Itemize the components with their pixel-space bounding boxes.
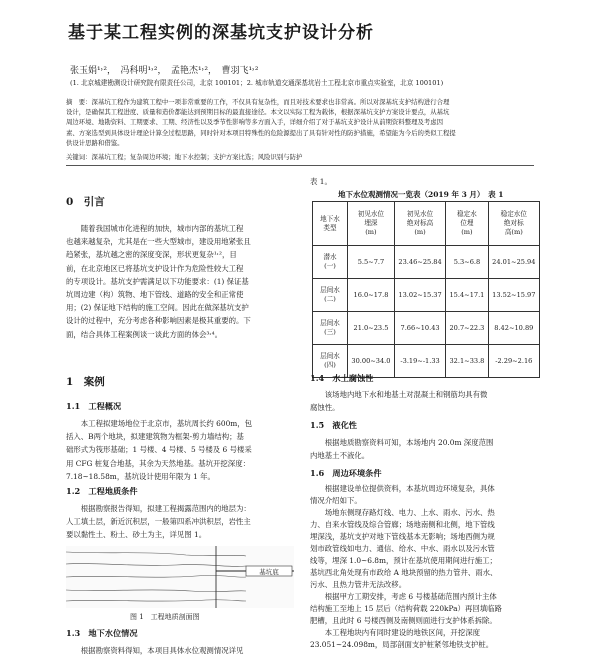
table-cell: 15.4~17.1 [446, 279, 488, 312]
table-cell: 20.7~22.3 [446, 312, 488, 345]
table-cell: 5.5~7.7 [348, 246, 395, 279]
text-line: 设计的过程中，充分考虑各种影响因素是极其重要的。下 [66, 316, 251, 326]
text-line: 肥槽，且此时 6 号楼西侧及南侧则面进行支护体系拆除。 [310, 616, 497, 625]
text-line: 要以黏性土、粉土、砂土为主，详见图 1。 [66, 530, 207, 540]
text-line: 7.18~18.58m，基坑设计使用年限为 1 年。 [66, 471, 215, 481]
abstract-line: 周边环境、地勘资料、工期要求、工期、经济性以及季节性影响等多方面入手，详细介绍了对于基坑支护设计从前期资料整理及考虑因 [66, 118, 444, 127]
text-line: 趋紧张，基坑越之密的深度变深，形状更复杂¹˒²，目 [66, 250, 237, 260]
table-cell: 潜水 (一) [313, 246, 348, 279]
groundwater-paragraph: 根据勘察资料得知，本项目具体水位观测情况详见 [66, 646, 244, 655]
abstract-line: 素、方案选型到具体设计理论计算全过程思路，同时针对本项目特殊性的危险源提出了具有针对性的防护措施，希望能为今后的类似工程提 [66, 128, 456, 137]
table-cell: 32.1~33.8 [446, 345, 488, 378]
table-cell: 层间水 (三) [313, 312, 348, 345]
table-row [313, 312, 540, 345]
table-cell: -3.19~-1.33 [394, 345, 445, 378]
abstract-line: 设计，是确保其工程进度、质量和造价都能达到预期目标的最直接途径。本文以实际工程为载体，根据深基坑支护方案设计要点，从基坑 [66, 108, 450, 117]
table-header-cell: 地下水 类型 [313, 202, 348, 246]
table-cell: 7.66~10.43 [394, 312, 445, 345]
header-divider [66, 165, 534, 166]
text-line: 埋深浅，基坑支护对地下管线基本无影响；场地西侧为规 [310, 532, 495, 541]
table-cell: 13.52~15.97 [488, 279, 539, 312]
table-header-cell: 稳定水位 绝对标 高(m) [488, 202, 539, 246]
figure-caption: 图 1 工程地质剖面图 [130, 613, 200, 621]
subsection-heading-1-1: 1.1 工程概况 [66, 401, 122, 411]
subsection-heading-1-6: 1.6 周边环境条件 [310, 468, 382, 478]
text-line: 根据甲方工期安排，考虑 6 号楼基础范围内预计主体 [310, 592, 497, 601]
table-header-cell: 初见水位 绝对标高 (m) [394, 202, 445, 246]
text-line: 随着我国城市化进程的加快，城市内部的基坑工程 [66, 224, 244, 233]
table-cell: 层间水 (二) [313, 279, 348, 312]
table-cell: 23.46~25.84 [394, 246, 445, 279]
table-cell: 24.01~25.94 [488, 246, 539, 279]
table-cell: 13.02~15.37 [394, 279, 445, 312]
text-line: 用；(2) 保证地下结构的施工空间。因此在做深基坑支护 [66, 303, 249, 313]
text-line: 腐蚀性。 [310, 403, 340, 413]
subsection-heading-1-3: 1.3 地下水位情况 [66, 628, 138, 638]
section-heading-intro: 0 引言 [66, 196, 105, 208]
table-reference: 表 1。 [310, 177, 332, 186]
table-cell: 30.00~34.0 [348, 345, 395, 378]
text-line: 用 CFG 桩复合地基，其余为天然地基。基坑开挖深度： [66, 458, 250, 468]
table-header-cell: 稳定水 位埋 (m) [446, 202, 488, 246]
table-row [313, 279, 540, 312]
text-line: 情况介绍如下。 [310, 496, 362, 505]
text-line: 本工程拟建场地位于北京市，基坑周长约 600m，包 [66, 419, 253, 428]
surroundings-paragraph [310, 483, 538, 651]
figure-label: 基坑底 [259, 568, 279, 576]
project-overview-paragraph [66, 417, 294, 483]
subsection-heading-1-2: 1.2 工程地质条件 [66, 486, 138, 496]
text-line: 力、自来水管线及综合管廊；场地南侧和北侧，地下管线 [310, 520, 495, 529]
table-cell: 5.3~6.8 [446, 246, 488, 279]
geology-profile-figure [66, 546, 294, 608]
keywords: 关键词：深基坑工程；复杂周边环境；地下水控制；支护方案比选；风险识别与防护 [66, 153, 303, 161]
paper-title: 基于某工程实例的深基坑支护设计分析 [68, 23, 374, 43]
text-line: 内地基土不液化。 [310, 451, 370, 461]
text-line: 括入、B两个地块，拟建建筑物为框架-剪力墙结构；基 [66, 432, 244, 442]
affiliation: (1. 北京城建勘测设计研究院有限责任公司，北京 100101；2. 城市轨道交通深基坑岩土工程北京市重点实验室，北京 100101) [70, 79, 444, 87]
text-line: 的专项设计。基坑支护需满足以下功能要求：(1) 保证基 [66, 276, 249, 286]
abstract-line: 供设计思路和借鉴。 [66, 138, 124, 147]
text-line: 坑周边建（构）筑物、地下管线、道路的安全和正常使 [66, 290, 244, 300]
corrosion-paragraph [310, 388, 538, 414]
text-line: 结构施工至地上 15 层后（结构荷载 220kPa）再回填临路 [310, 604, 502, 613]
abstract [66, 97, 534, 148]
subsection-heading-1-4: 1.4 水土腐蚀性 [310, 373, 374, 383]
text-line: 根据地质勘察资料可知，本场地内 20.0m 深度范围 [310, 438, 494, 447]
intro-paragraph [66, 222, 294, 341]
text-line: 本工程地块内有同时建设的地铁区间，开挖深度 [310, 628, 480, 637]
text-line: 人工填土层，新近沉积层，一般第四系冲洪积层，岩性主 [66, 517, 251, 527]
table-caption: 地下水位观测情况一览表（2019 年 3 月） 表 1 [338, 190, 504, 199]
table-cell: 16.0~17.8 [348, 279, 395, 312]
abstract-line: 摘 要：深基坑工程作为建筑工程中一项非常重要的工作，不仅具有复杂性，而且对技术要求也非常高。所以对深基坑支护结构进行合理 [66, 98, 450, 106]
geology-paragraph [66, 502, 294, 542]
groundwater-table [312, 201, 540, 378]
subsection-heading-1-5: 1.5 液化性 [310, 420, 357, 430]
text-line: 基坑西北角处现有市政给 A 地块预留的热力管井、雨水、 [310, 568, 498, 577]
author-list: 张玉娟¹˒²， 冯科明¹˒²， 孟艳杰¹˒²， 曹羽飞¹˒² [70, 66, 259, 76]
table-cell: -2.29~2.16 [488, 345, 539, 378]
section-heading-case: 1 案例 [66, 376, 105, 388]
text-line: 础形式为筏形基础；1 号楼、4 号楼、5 号楼及 6 号楼采 [66, 445, 252, 455]
text-line: 根据勘察报告得知，拟建工程揭露范围内的地层为： [66, 504, 251, 513]
text-line: 也越来越复杂，尤其是在一些大型城市，建设用地紧张且 [66, 237, 251, 247]
liquefaction-paragraph [310, 436, 538, 462]
text-line: 该场地内地下水和地基土对混凝土和钢筋均具有微 [310, 390, 488, 399]
text-line: 线等，埋深 1.0~6.8m，预计在基坑使用期间进行施工； [310, 556, 497, 565]
text-line: 23.051~24.098m，局部剖面支护桩紧邻地铁支护桩。 [310, 640, 494, 649]
text-line: 前，在北京地区已将基坑支护设计作为危险性较大工程 [66, 263, 244, 273]
text-line: 划市政管线如电力、通信、给水、中水、雨水以及污水管 [310, 544, 495, 553]
text-line: 场地东侧现存路灯线、电力、上水、雨水、污水、热 [310, 508, 495, 517]
text-line: 面，结合具体工程案例谈一谈此方面的体会³˒⁴。 [66, 329, 223, 339]
table-row [313, 246, 540, 279]
table-cell: 8.42~10.89 [488, 312, 539, 345]
text-line: 污水、且热力管井无法改移。 [310, 580, 407, 589]
table-cell: 21.0~23.5 [348, 312, 395, 345]
geology-profile-drawing [66, 546, 294, 608]
text-line: 根据建设单位提供资料，本基坑周边环境复杂，具体 [310, 484, 495, 493]
table-cell: 层间水 (四) [313, 345, 348, 378]
table-header-cell: 初见水位 埋深 (m) [348, 202, 395, 246]
